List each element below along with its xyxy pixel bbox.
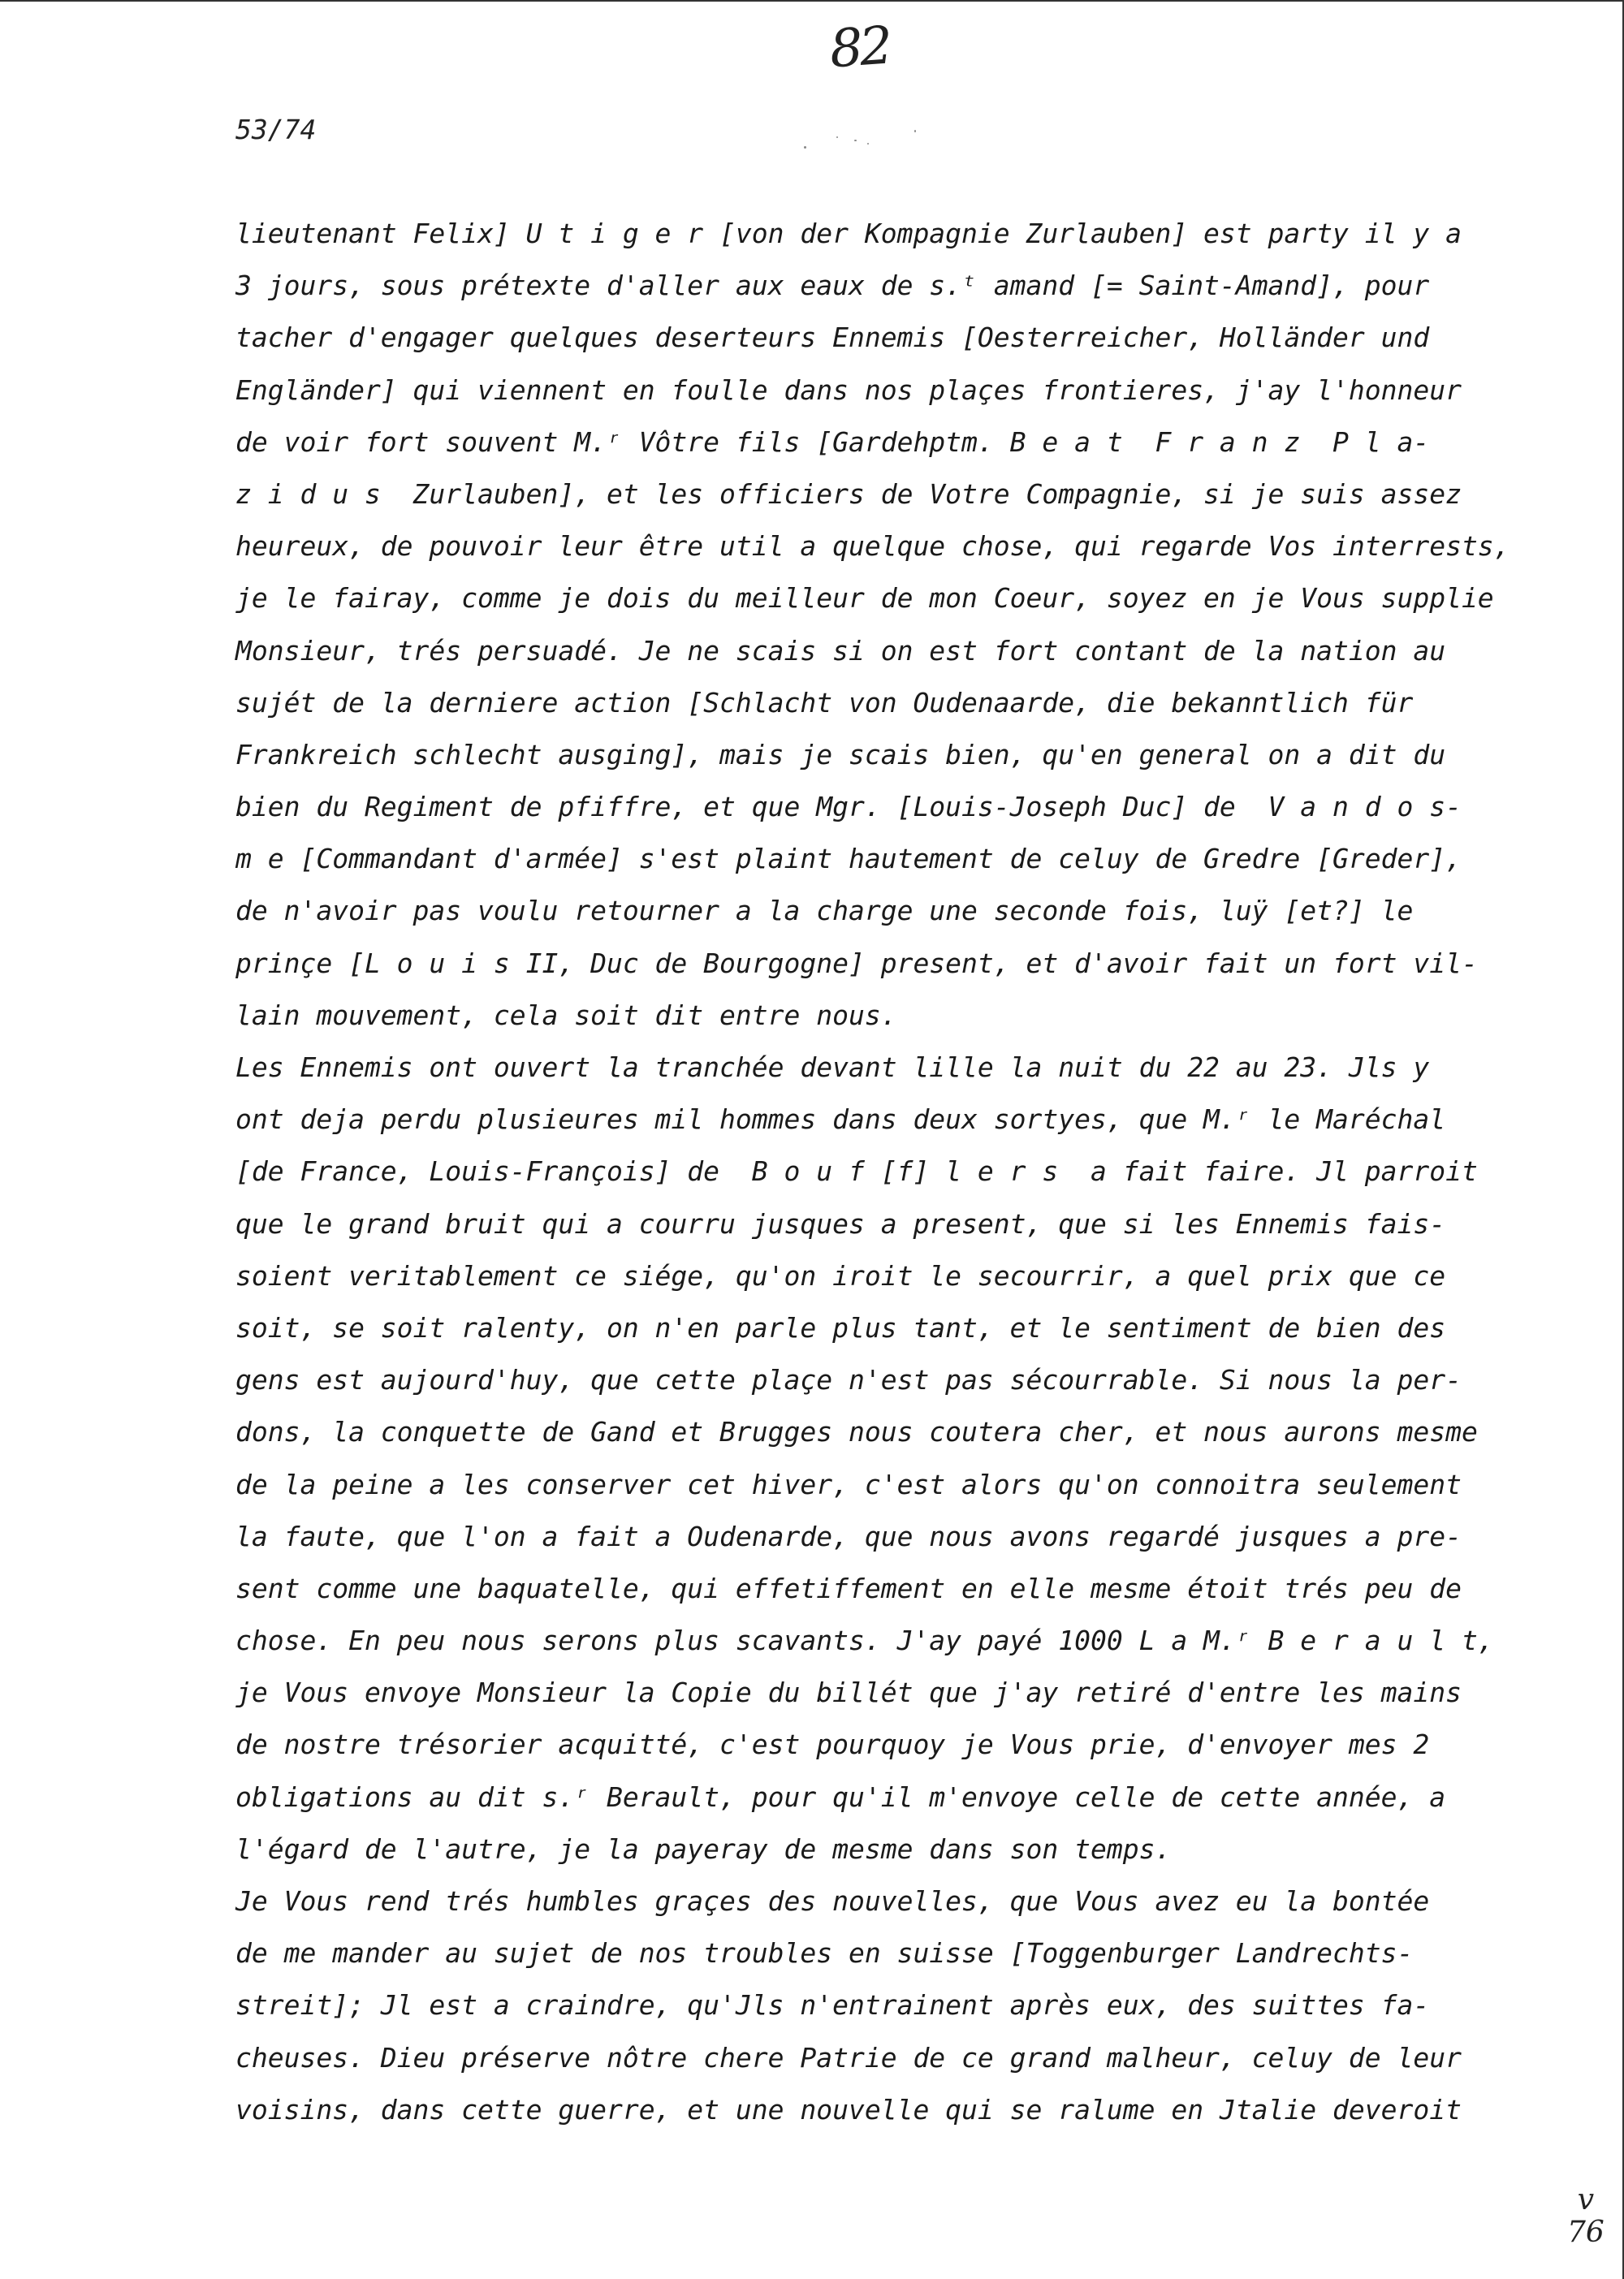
page-top-edge — [0, 0, 1624, 2]
letter-line: [de France, Louis-François] de B o u f [f] l e r s a fait faire. Jl parroit — [235, 1155, 1478, 1188]
archive-reference: 53/74 — [235, 114, 317, 145]
handwritten-page-number: 82 — [827, 15, 892, 80]
letter-line: voisins, dans cette guerre, et une nouvelle qui se ralume en Jtalie deveroit — [235, 2093, 1462, 2126]
letter-line: de voir fort souvent M.ʳ Vôtre fils [Gardehptm. B e a t F r a n z P l a- — [235, 425, 1430, 458]
letter-line: Engländer] qui viennent en foulle dans nos plaçes frontieres, j'ay l'honneur — [235, 373, 1462, 406]
letter-line: tacher d'engager quelques deserteurs Ennemis [Oesterreicher, Holländer und — [235, 322, 1430, 354]
letter-line: soit, se soit ralenty, on n'en parle plus tant, et le sentiment de bien des — [235, 1311, 1446, 1344]
corner-mark-number: 76 — [1567, 2216, 1605, 2249]
letter-line: que le grand bruit qui a courru jusques a present, que si les Ennemis fais- — [235, 1207, 1446, 1240]
letter-line: prinçe [L o u i s II, Duc de Bourgogne] present, et d'avoir fait un fort vil- — [235, 947, 1478, 979]
letter-line: de n'avoir pas voulu retourner a la charge une seconde fois, luÿ [et?] le — [235, 895, 1414, 927]
letter-line: ont deja perdu plusieures mil hommes dans deux sortyes, que M.ʳ le Maréchal — [235, 1103, 1446, 1136]
letter-line: de la peine a les conserver cet hiver, c'est alors qu'on connoitra seulement — [235, 1468, 1462, 1500]
letter-line: bien du Regiment de pfiffre, et que Mgr. [Louis-Joseph Duc] de V a n d o s- — [235, 791, 1462, 823]
letter-line: 3 jours, sous prétexte d'aller aux eaux de s.ᵗ amand [= Saint-Amand], pour — [235, 270, 1430, 302]
letter-body — [235, 208, 1551, 2136]
letter-line: heureux, de pouvoir leur être util a quelque chose, qui regarde Vos interrests, — [235, 530, 1510, 563]
letter-line: sent comme une baquatelle, qui effetiffement en elle mesme étoit trés peu de — [235, 1572, 1462, 1604]
letter-line: lain mouvement, cela soit dit entre nous. — [235, 999, 897, 1031]
letter-line: lieutenant Felix] U t i g e r [von der Kompagnie Zurlauben] est party il y a — [235, 218, 1462, 249]
letter-line: je le fairay, comme je dois du meilleur de mon Coeur, soyez en je Vous supplie — [235, 582, 1494, 615]
letter-line: sujét de la derniere action [Schlacht von Oudenaarde, die bekanntlich für — [235, 686, 1414, 719]
letter-line: obligations au dit s.ʳ Berault, pour qu'il m'envoye celle de cette année, a — [235, 1780, 1446, 1813]
letter-line: de me mander au sujet de nos troubles en suisse [Toggenburger Landrechts- — [235, 1937, 1414, 1970]
letter-line: chose. En peu nous serons plus scavants. J'ay payé 1000 L a M.ʳ B e r a u l t, — [235, 1625, 1494, 1657]
letter-line: streit]; Jl est a craindre, qu'Jls n'entrainent après eux, des suittes fa- — [235, 1989, 1430, 2022]
letter-line: soient veritablement ce siége, qu'on iroit le secourrir, a quel prix que ce — [235, 1259, 1446, 1292]
letter-line: dons, la conquette de Gand et Brugges nous coutera cher, et nous aurons mesme — [235, 1416, 1478, 1448]
letter-line: cheuses. Dieu préserve nôtre chere Patrie de ce grand malheur, celuy de leur — [235, 2041, 1462, 2074]
letter-line: Je Vous rend trés humbles graçes des nouvelles, que Vous avez eu la bontée — [235, 1885, 1430, 1917]
letter-line: Les Ennemis ont ouvert la tranchée devant lille la nuit du 22 au 23. Jls y — [235, 1051, 1430, 1083]
corner-mark-tick: v — [1577, 2183, 1595, 2216]
letter-line: Frankreich schlecht ausging], mais je scais bien, qu'en general on a dit du — [235, 738, 1446, 770]
letter-line: de nostre trésorier acquitté, c'est pourquoy je Vous prie, d'envoyer mes 2 — [235, 1729, 1430, 1761]
corner-folio-mark — [1567, 2184, 1605, 2249]
letter-line: z i d u s Zurlauben], et les officiers de Votre Compagnie, si je suis assez — [235, 477, 1462, 510]
letter-line: m e [Commandant d'armée] s'est plaint hautement de celuy de Gredre [Greder], — [235, 843, 1462, 875]
letter-line: Monsieur, trés persuadé. Je ne scais si on est fort contant de la nation au — [235, 634, 1446, 667]
letter-line: je Vous envoye Monsieur la Copie du billét que j'ay retiré d'entre les mains — [235, 1677, 1462, 1709]
letter-line: gens est aujourd'huy, que cette plaçe n'est pas sécourrable. Si nous la per- — [235, 1364, 1462, 1396]
letter-line: la faute, que l'on a fait a Oudenarde, que nous avons regardé jusques a pre- — [235, 1520, 1462, 1552]
letter-line: l'égard de l'autre, je la payeray de mesme dans son temps. — [235, 1832, 1172, 1865]
